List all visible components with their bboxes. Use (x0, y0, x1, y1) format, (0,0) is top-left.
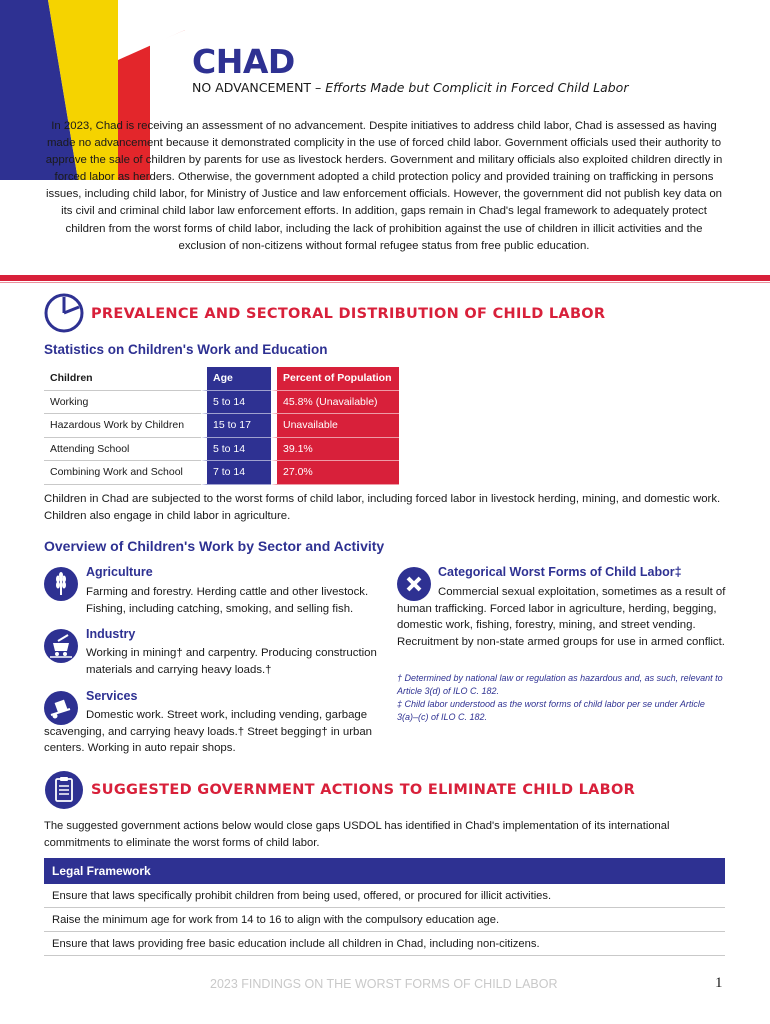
list-item: Raise the minimum age for work from 14 to 16 to align with the compulsory education age. (44, 909, 725, 932)
intro-paragraph: In 2023, Chad is receiving an assessment of no advancement. Despite initiatives to address child labor, Chad is assessed as having made no advancement because it demonstrated complicity in the use of forced child labor. Government officials used their authority to approve the sale of children by parents for use as livestock herders. Government and military officials also exploited children directly in forced labor as herders. Otherwise, the government adopted a child protection policy and provided training on trafficking in persons issues, including child labor, for Ministry of Justice and law enforcement officials. However, the government did not publish key data on its civil and criminal child labor law enforcement efforts. In addition, gaps remain in Chad's legal framework to adequately protect children from the worst forms of child labor, including the lack of prohibition against the use of children in illicit activities and the exclusion of non-citizens without formal refugee status from free public education. (45, 120, 723, 252)
prevalence-summary: Children in Chad are subjected to the worst forms of child labor, including forced labor in livestock herding, mining, and domestic work. Children also engage in child labor in agriculture. (44, 493, 721, 522)
statistics-table (44, 367, 399, 485)
table-row (44, 391, 399, 415)
column-header: Percent of Population (271, 367, 399, 391)
table-cell: 39.1% (271, 438, 399, 462)
table-cell: 27.0% (271, 461, 399, 485)
mining-cart-icon (44, 629, 78, 663)
country-title: CHAD (192, 42, 295, 81)
list-item: Ensure that laws providing free basic education include all children in Chad, including non-citizens. (44, 933, 725, 956)
sector-industry-title: Industry (86, 627, 136, 641)
assessment-line (192, 80, 628, 95)
table-row (44, 438, 399, 462)
legal-framework-header: Legal Framework (44, 858, 725, 884)
table-cell: 15 to 17 (201, 414, 271, 438)
wheat-icon (44, 567, 78, 601)
statistics-table-title: Statistics on Children's Work and Education (44, 342, 328, 357)
prevalence-heading: PREVALENCE AND SECTORAL DISTRIBUTION OF CHILD LABOR (91, 306, 606, 322)
overview-title: Overview of Children's Work by Sector and Activity (44, 538, 385, 554)
sector-industry-text: Working in mining† and carpentry. Producing construction materials and carrying heavy loads.† (86, 647, 377, 676)
section-divider-thin (0, 282, 770, 283)
table-cell: 45.8% (Unavailable) (271, 391, 399, 415)
assessment-level: NO ADVANCEMENT (192, 80, 312, 95)
categorical-title: Categorical Worst Forms of Child Labor‡ (438, 565, 682, 579)
table-cell: Combining Work and School (44, 461, 201, 485)
sector-agriculture-text: Farming and forestry. Herding cattle and other livestock. Fishing, including catching, smoking, and selling fish. (86, 586, 369, 615)
table-cell: 5 to 14 (201, 391, 271, 415)
table-cell: Unavailable (271, 414, 399, 438)
table-cell: 7 to 14 (201, 461, 271, 485)
clipboard-icon (44, 770, 84, 810)
column-header: Children (44, 367, 201, 391)
table-header-row (44, 367, 399, 391)
page-number: 1 (715, 975, 723, 991)
sector-services-title: Services (86, 689, 138, 703)
footnote-dagger: † Determined by national law or regulation as hazardous and, as such, relevant to Article 3(d) of ILO C. 182. (397, 673, 723, 696)
table-row (44, 461, 399, 485)
assessment-separator: – (311, 80, 326, 95)
assessment-description: Efforts Made but Complicit in Forced Child Labor (325, 80, 629, 95)
categorical-text: Commercial sexual exploitation, sometimes as a result of human trafficking. Forced labor in agriculture, herding, begging, domestic work, fishing, forestry, mining, and street vending. Recruitment by non-state armed groups for use in armed conflict. (397, 586, 726, 648)
column-header: Age (201, 367, 271, 391)
table-cell: Working (44, 391, 201, 415)
table-cell: Hazardous Work by Children (44, 414, 201, 438)
actions-heading: SUGGESTED GOVERNMENT ACTIONS TO ELIMINATE CHILD LABOR (91, 782, 636, 798)
footer-text: 2023 FINDINGS ON THE WORST FORMS OF CHILD LABOR (210, 977, 558, 991)
table-row (44, 414, 399, 438)
section-divider (0, 275, 770, 281)
table-cell: Attending School (44, 438, 201, 462)
pie-chart-icon (44, 293, 84, 333)
sector-services-text: Domestic work. Street work, including vending, garbage scavenging, and carrying heavy loads.† Street begging† in urban centers. Working in auto repair shops. (44, 709, 373, 755)
actions-intro: The suggested government actions below would close gaps USDOL has identified in Chad's implementation of its international commitments to eliminate the worst forms of child labor. (44, 820, 670, 849)
footnote-double-dagger: ‡ Child labor understood as the worst forms of child labor per se under Article 3(a)–(c) of ILO C. 182. (397, 699, 705, 722)
table-cell: 5 to 14 (201, 438, 271, 462)
list-item: Ensure that laws specifically prohibit children from being used, offered, or procured for illicit activities. (44, 885, 725, 908)
sector-agriculture-title: Agriculture (86, 565, 153, 579)
